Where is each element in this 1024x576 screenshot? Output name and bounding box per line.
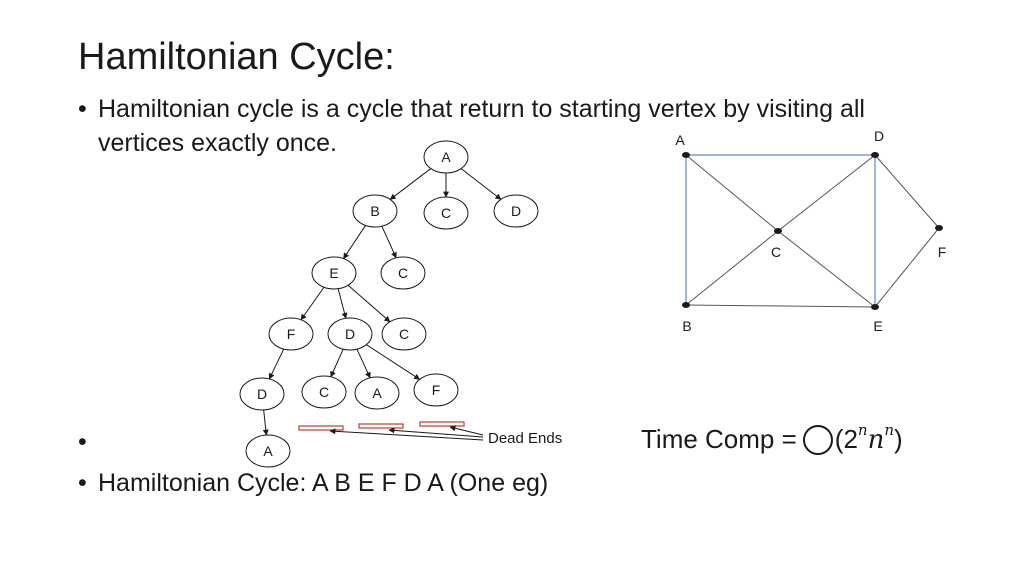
graph-vertex-dot	[774, 228, 782, 234]
graph-edge	[778, 231, 875, 307]
dead-end-arrow	[389, 430, 483, 437]
time-close: )	[894, 424, 903, 454]
tree-node-label: D	[256, 386, 268, 402]
graph-vertex-dot	[682, 152, 690, 158]
tree-node	[424, 197, 468, 229]
tree-node	[424, 141, 468, 173]
graph-vertex-label: E	[873, 318, 883, 334]
graph-vertex-dot	[935, 225, 943, 231]
tree-edge	[382, 226, 396, 258]
tree-node	[355, 377, 399, 409]
graph-vertex-dot	[682, 302, 690, 308]
tree-node-label: A	[441, 149, 451, 165]
tree-node-label: C	[318, 384, 330, 400]
tree-edge	[331, 349, 343, 377]
bullet-marker: •	[78, 469, 87, 497]
time-base: n	[867, 424, 885, 455]
time-complexity	[641, 420, 903, 455]
tree-node	[240, 378, 284, 410]
graph-edge	[686, 305, 875, 307]
dead-end-arrow	[450, 427, 483, 435]
tree-node	[269, 318, 313, 350]
big-o-circle-icon	[803, 425, 833, 455]
dead-end-marker	[420, 422, 464, 426]
graph-vertices	[675, 128, 946, 334]
tree-node	[414, 374, 458, 406]
tree-node	[494, 195, 538, 227]
tree-edge	[348, 285, 390, 321]
bullet-example-text: Hamiltonian Cycle: A B E F D A (One eg)	[98, 469, 549, 497]
tree-node-label: D	[510, 203, 522, 219]
tree-node-label: F	[286, 326, 296, 342]
graph-vertex-label: B	[682, 318, 692, 334]
time-exp1: n	[857, 420, 868, 439]
graph-vertex-dot	[871, 152, 879, 158]
graph-edge	[686, 155, 778, 231]
graph-vertex-label: C	[770, 244, 782, 260]
tree-node-label: C	[440, 205, 452, 221]
graph-vertex-dot	[871, 304, 879, 310]
dead-end-marker	[359, 424, 403, 428]
tree-edge	[344, 225, 366, 258]
tree-edge	[264, 410, 267, 435]
tree-nodes	[240, 141, 538, 467]
dead-ends-label: Dead Ends	[488, 430, 563, 447]
tree-node-label: C	[397, 265, 409, 281]
tree-node	[312, 257, 356, 289]
bullet-definition-text: Hamiltonian cycle is a cycle that return to starting vertex by visiting all vertices exactly once.	[98, 95, 865, 157]
tree-node-label: C	[398, 326, 410, 342]
tree-node	[381, 257, 425, 289]
tree-node-label: B	[370, 203, 380, 219]
graph-edge	[778, 155, 875, 231]
graph-vertex-label: A	[675, 132, 685, 148]
graph-edge	[875, 228, 939, 307]
dead-end-marker	[299, 426, 343, 430]
tree-node-label: A	[263, 443, 273, 459]
tree-node-label: A	[372, 385, 382, 401]
time-complexity-label: Time Comp =	[641, 424, 797, 454]
tree-node	[302, 376, 346, 408]
tree-edge	[390, 169, 431, 200]
tree-node	[246, 435, 290, 467]
bullet-marker: •	[78, 95, 87, 123]
tree-edge	[366, 345, 419, 380]
dead-ends	[299, 422, 562, 447]
slide-title: Hamiltonian Cycle:	[78, 36, 395, 78]
tree-edge	[338, 289, 346, 319]
tree-node-label: E	[329, 265, 339, 281]
bullet-marker: •	[78, 428, 87, 456]
graph-edges	[686, 155, 939, 307]
tree-edge	[461, 169, 501, 200]
graph-edge	[875, 155, 939, 228]
tree-node	[353, 195, 397, 227]
tree-node	[382, 318, 426, 350]
tree-node-label: F	[431, 382, 441, 398]
tree-edge	[301, 287, 324, 320]
tree-node-label: D	[344, 326, 356, 342]
graph-vertex-label: D	[873, 128, 885, 144]
tree-node	[328, 318, 372, 350]
time-open: (2	[834, 424, 858, 454]
tree-edge	[269, 349, 283, 379]
graph-edge	[686, 231, 778, 305]
tree-edge	[357, 349, 370, 378]
time-exp2: n	[884, 420, 895, 439]
graph-vertex-label: F	[937, 244, 947, 260]
